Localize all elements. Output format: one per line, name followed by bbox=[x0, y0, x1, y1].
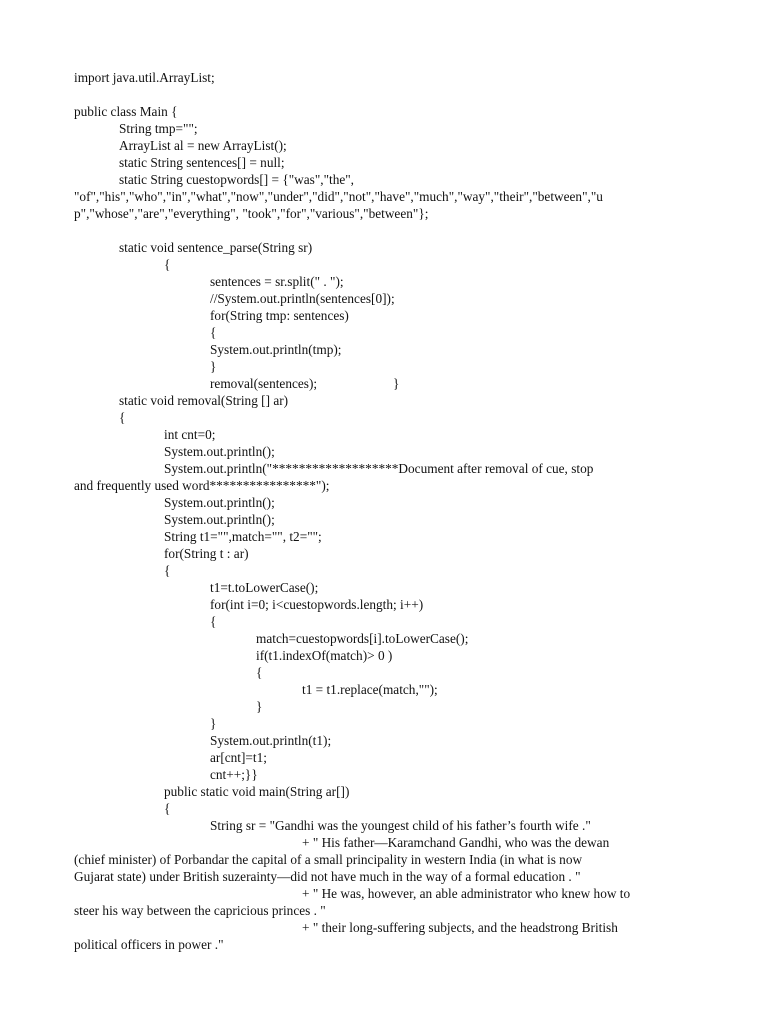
code-line: for(String t : ar) bbox=[164, 546, 249, 561]
code-line: { bbox=[164, 801, 171, 816]
code-line: match=cuestopwords[i].toLowerCase(); bbox=[256, 631, 469, 646]
code-line: { bbox=[164, 563, 171, 578]
code-line: ar[cnt]=t1; bbox=[210, 750, 267, 765]
code-line: System.out.println("*******************Document after removal of cue, stop bbox=[164, 461, 594, 476]
code-line: String tmp=""; bbox=[119, 121, 198, 136]
code-line: t1=t.toLowerCase(); bbox=[210, 580, 319, 595]
code-line: } bbox=[393, 376, 400, 391]
code-line: String sr = "Gandhi was the youngest child of his father’s fourth wife ." bbox=[210, 818, 591, 833]
code-line: ArrayList al = new ArrayList(); bbox=[119, 138, 287, 153]
code-line: Gujarat state) under British suzerainty—did not have much in the way of a formal education . " bbox=[74, 869, 581, 884]
code-line: steer his way between the capricious princes . " bbox=[74, 903, 326, 918]
code-line: System.out.println(); bbox=[164, 512, 275, 527]
code-line: sentences = sr.split(" . "); bbox=[210, 274, 344, 289]
code-line: (chief minister) of Porbandar the capital of a small principality in western India (in what is now bbox=[74, 852, 583, 867]
code-line: { bbox=[210, 614, 217, 629]
code-line: //System.out.println(sentences[0]); bbox=[210, 291, 395, 306]
code-line: String t1="",match="", t2=""; bbox=[164, 529, 322, 544]
code-line: public static void main(String ar[]) bbox=[164, 784, 350, 799]
code-line: static void removal(String [] ar) bbox=[119, 393, 289, 408]
code-line: public class Main { bbox=[74, 104, 178, 119]
code-line: removal(sentences); bbox=[210, 376, 318, 391]
code-line: and frequently used word****************"); bbox=[74, 478, 330, 493]
code-line: static void sentence_parse(String sr) bbox=[119, 240, 313, 255]
code-line: for(String tmp: sentences) bbox=[210, 308, 349, 323]
code-line: { bbox=[119, 410, 126, 425]
code-line: System.out.println(t1); bbox=[210, 733, 332, 748]
code-line: cnt++;}} bbox=[210, 767, 258, 782]
code-line: static String sentences[] = null; bbox=[119, 155, 285, 170]
code-line: int cnt=0; bbox=[164, 427, 216, 442]
code-line: { bbox=[210, 325, 217, 340]
code-line: t1 = t1.replace(match,""); bbox=[302, 682, 438, 697]
code-line: political officers in power ." bbox=[74, 937, 224, 952]
code-line: "of","his","who","in","what","now","under","did","not","have","much","way","their","between","u bbox=[74, 189, 603, 204]
code-line: } bbox=[256, 699, 263, 714]
code-line: System.out.println(); bbox=[164, 495, 275, 510]
code-line: } bbox=[210, 716, 217, 731]
code-line: + " His father—Karamchand Gandhi, who was the dewan bbox=[302, 835, 610, 850]
code-line: for(int i=0; i<cuestopwords.length; i++) bbox=[210, 597, 424, 612]
code-line: { bbox=[164, 257, 171, 272]
code-line: } bbox=[210, 359, 217, 374]
code-line: p","whose","are","everything", "took","for","various","between"}; bbox=[74, 206, 429, 221]
code-line: System.out.println(); bbox=[164, 444, 275, 459]
code-line: System.out.println(tmp); bbox=[210, 342, 342, 357]
code-line: static String cuestopwords[] = {"was","the", bbox=[119, 172, 355, 187]
code-line: + " He was, however, an able administrator who knew how to bbox=[302, 886, 631, 901]
code-line: if(t1.indexOf(match)> 0 ) bbox=[256, 648, 393, 663]
code-line: import java.util.ArrayList; bbox=[74, 70, 215, 85]
code-line: { bbox=[256, 665, 263, 680]
code-line: + " their long-suffering subjects, and the headstrong British bbox=[302, 920, 618, 935]
